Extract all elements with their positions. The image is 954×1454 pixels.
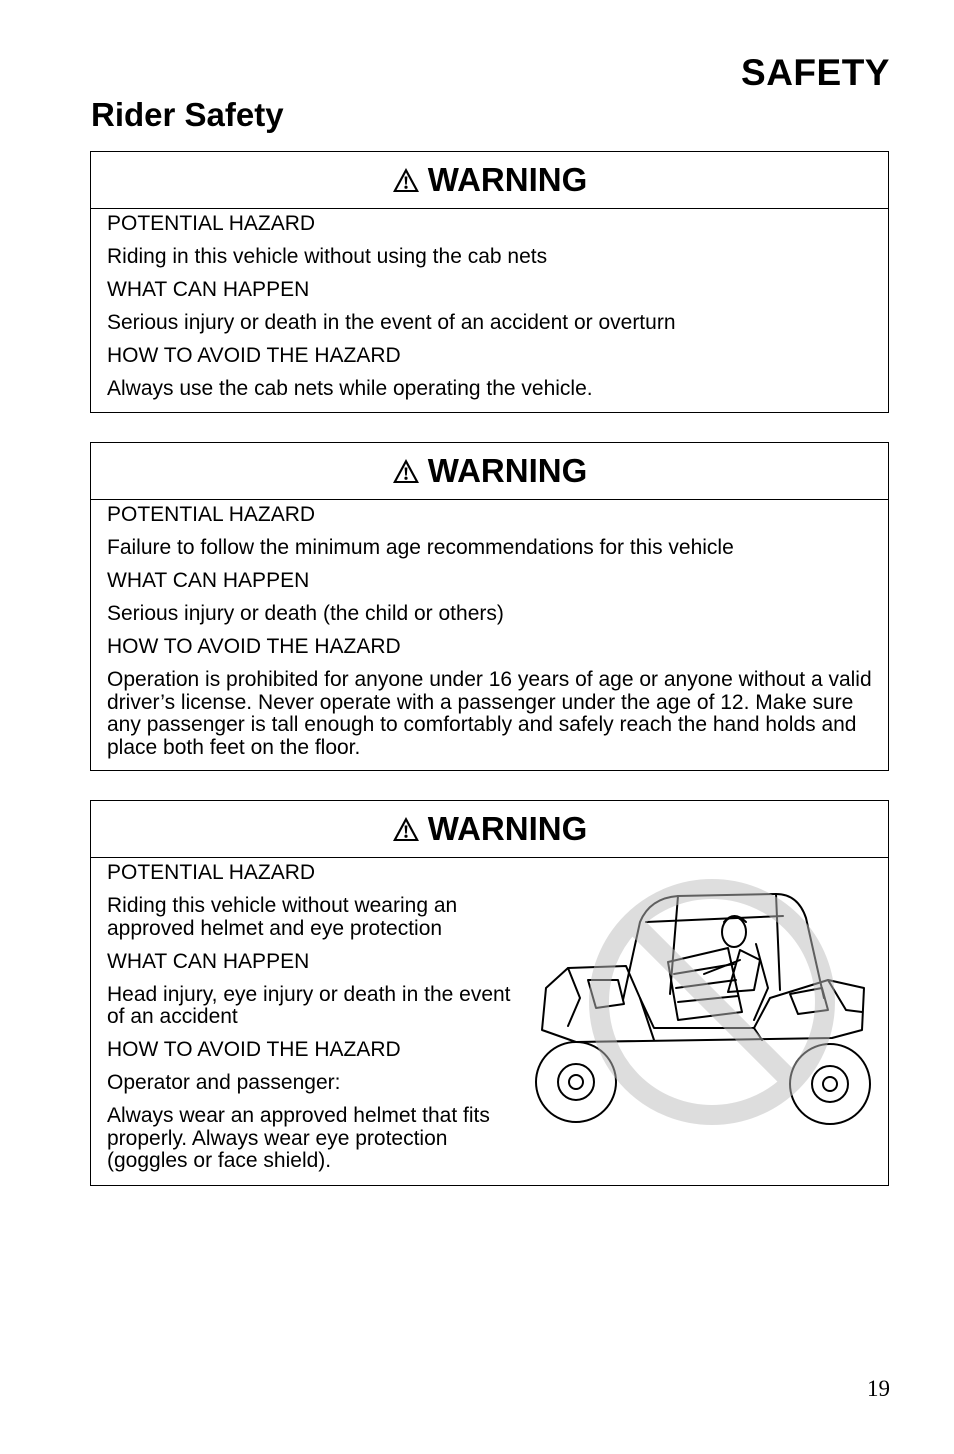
avoidance-text: Always wear an approved helmet that fits properly. Always wear eye protection (goggles or face shield). [107,1104,490,1172]
warning-box-cab-nets [90,151,889,413]
no-symbol-icon [599,889,825,1115]
hazard-label: POTENTIAL HAZARD [107,861,316,884]
consequence-label: WHAT CAN HAPPEN [107,949,310,973]
consequence-text: Serious injury or death (the child or others) [107,602,504,625]
avoidance-label: HOW TO AVOID THE HAZARD [107,1038,401,1061]
section-header: SAFETY [741,52,890,93]
consequence-label: WHAT CAN HAPPEN [107,278,310,301]
page-title: Rider Safety [91,96,284,133]
warning-heading [91,801,888,858]
warning-body [91,500,888,767]
applies-to-text: Operator and passenger: [107,1071,341,1094]
warning-triangle-icon [392,816,420,842]
consequence-label: WHAT CAN HAPPEN [107,569,310,592]
warning-box-minimum-age [90,442,889,771]
warning-heading-text: WARNING [427,810,588,847]
warning-triangle-icon [392,167,420,193]
warning-body [91,858,543,1181]
page-number: 19 [867,1376,890,1401]
consequence-text: Serious injury or death in the event of an accident or overturn [107,311,676,334]
no-helmet-rider-illustration [528,870,878,1136]
consequence-text: Head injury, eye injury or death in the event of an accident [107,982,511,1028]
warning-body [91,209,888,409]
avoidance-label: HOW TO AVOID THE HAZARD [107,344,401,367]
hazard-label: POTENTIAL HAZARD [107,503,316,526]
warning-heading-text: WARNING [427,161,588,198]
warning-heading-text: WARNING [427,452,588,489]
avoidance-label: HOW TO AVOID THE HAZARD [107,635,401,658]
warning-heading [91,443,888,500]
hazard-text: Failure to follow the minimum age recommendations for this vehicle [107,536,734,559]
hazard-text: Riding in this vehicle without using the cab nets [107,245,548,268]
warning-heading [91,152,888,209]
avoidance-text: Always use the cab nets while operating the vehicle. [107,377,593,400]
avoidance-text: Operation is prohibited for anyone under 16 years of age or anyone without a valid driver’s license. Never operate with a passenger under the age of 12. Make sure any passenger is tall enough to comfortably and safely reach the hand holds and place both feet on the floor. [107,668,872,759]
hazard-label: POTENTIAL HAZARD [107,212,316,235]
hazard-text: Riding this vehicle without wearing an approved helmet and eye protection [107,894,458,940]
warning-triangle-icon [392,458,420,484]
